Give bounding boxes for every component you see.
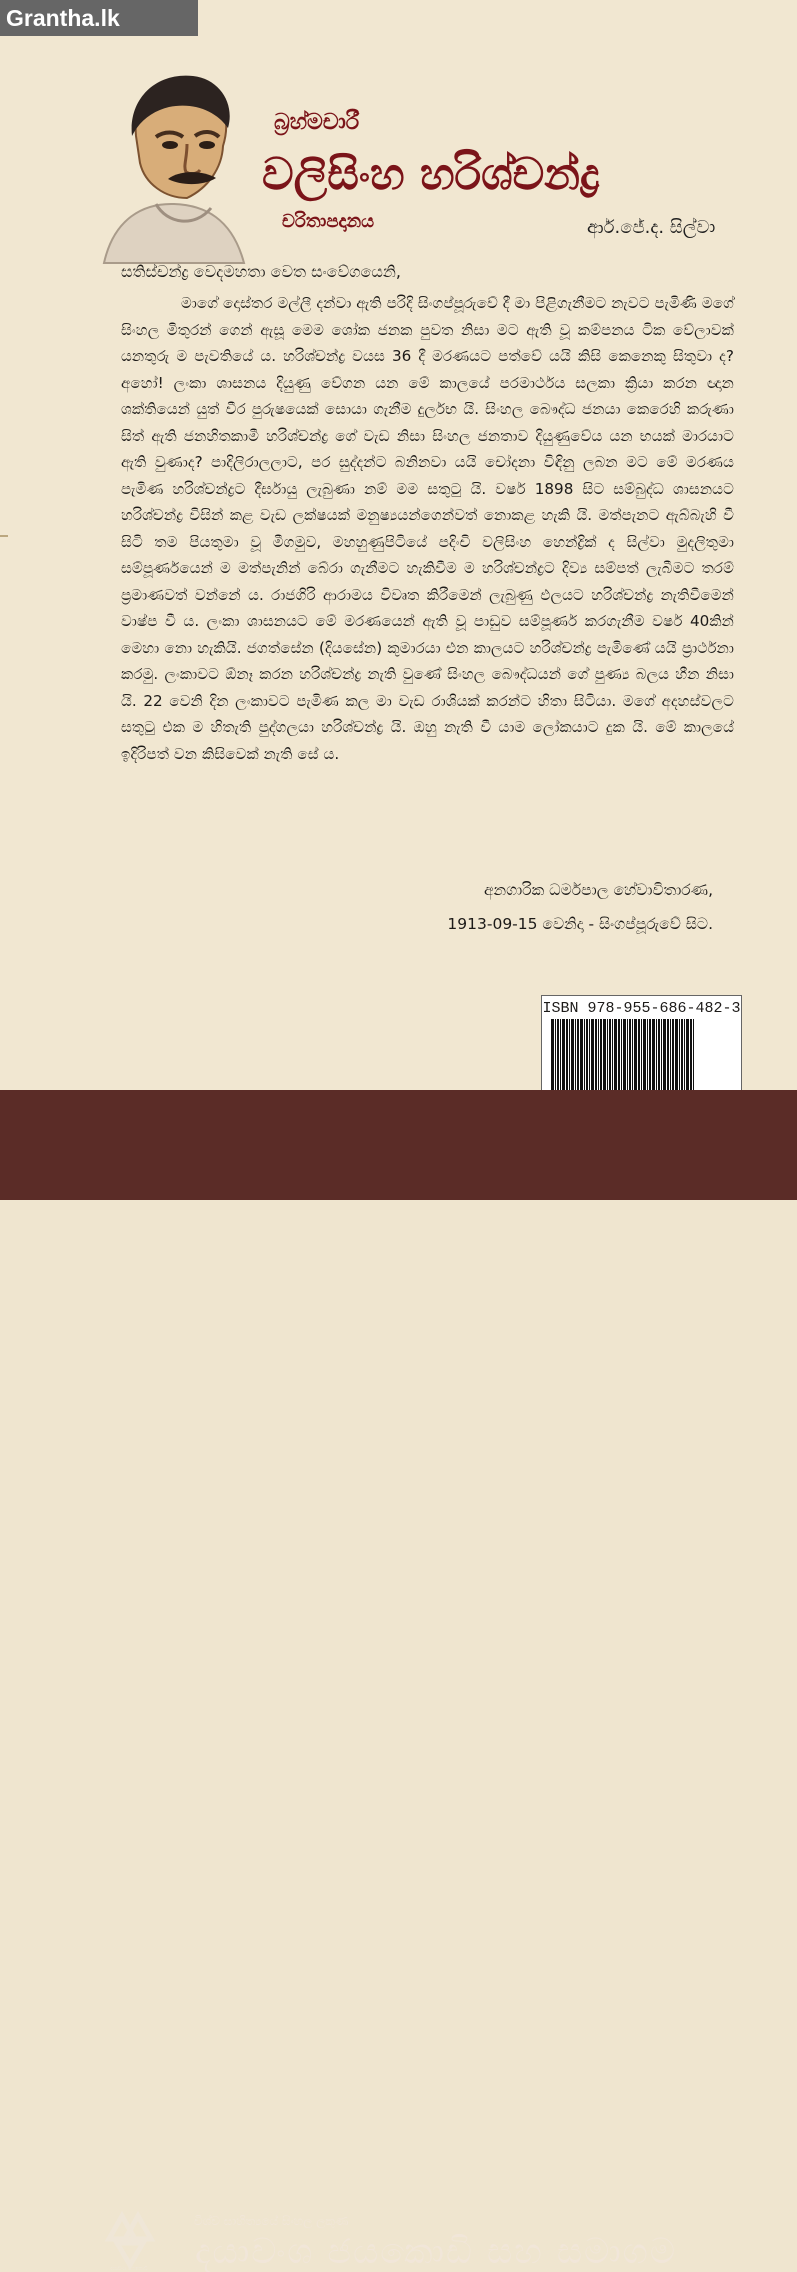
publisher-tagline: විශ්ව සාහිත්‍යයේ සිංහල ලකුණ [194,2214,349,2228]
site-watermark: Grantha.lk [0,0,198,36]
isbn-label: ISBN 978-955-686-482-3 [542,1000,741,1017]
letter-salutation: සතිස්චන්ද්‍ර වෙදමහතා වෙත සංවේගයෙනි, [121,262,401,281]
letter-signature: අනගාරික ධර්මපාල හේවාවිතාරණ, [483,881,713,899]
portrait-illustration [84,58,254,268]
page-edge-mark [0,535,8,537]
barcode-bars [551,1019,732,1091]
letter-signature-block [447,873,713,941]
author-name: ආර්.ජේ.ද. සිල්වා [587,217,716,238]
publisher-name: දයාවංශ ජයකොඩි සහ සමාගම [195,2232,677,2272]
letter-paragraph: මාගේ දොස්තර මල්ලී දන්වා ඇති පරිදි සිංගප්පූරුවේ දී මා පිළිගැනීමට නැවට පැමිණි මගේ සිංහල මිතුරන් ගෙන් ඇසූ මෙම ශෝක ජනක පුවත නිසා මට ඇති වූ කම්පනය ටික වේලාවක් යනතුරු ම පැවතියේ ය. හරිශ්චන්ද්‍ර වයස 36 දී මරණයට පත්වේ යයි කිසි කෙනෙකු සිතුවා ද? අහෝ! ලංකා ශාසනය දියුණු වේගන යන මේ කාලයේ පරමාර්ථය සලකා ක්‍රියා කරන ඥාන ශක්තියෙන් යුත් වීර පුරුෂයෙක් සොයා ගැනීම දුර්ලභ යි. සිංහල බෞද්ධ ජනයා කෙරෙහි කරුණා සිත් ඇති ජනහිතකාමී හරිශ්චන්ද්‍ර ගේ වැඩ නිසා සිංහල ජනතාව දියුණුවේය යන භයක් මාරයාට ඇති වුණාද? පාදිලිරාලලාට, පර සුද්දන්ට බනිනවා යයි චෝදනා විඳිනු ලබන මට මේ මරණය පැමිණ හරිශ්චන්ද්‍රට දීර්ඝායු ලැබුණා නම් මම සතුටු යි. වර්ෂ 1898 සිට සම්බුද්ධ ශාසනයට හරිශ්චන්ද්‍ර විසින් කළ වැඩ ලක්ෂයක් මනුෂ්‍යයන්ගෙන්වත් නොකළ හැකි යි. මත්පැනට ඇබ්බැහි වී සිටි තම පියතුමා වූ මීගමුව, මහහුණුපිටියේ පදිංචි වලිසිංහ හෙන්ද්‍රික් ද සිල්වා මුදලිතුමා සම්පූර්ණයෙන් ම මත්පැනින් බේරා ගැනීමට හැකිවීම ම හරිශ්චන්ද්‍රට දිව්‍ය සම්පත් ලැබීමට තරම් ප්‍රමාණවත් වන්නේ ය. රාජගිරි ආරාමය විවෘත කිරීමෙන් ලැබුණු ඵලයට හරිශ්චන්ද්‍ර නැතිවීමෙන් වාෂ්ප වී ය. ලංකා ශාසනයට මේ මරණයෙන් ඇති වූ පාඩුව සම්පූර්ණ කරගැනීම වර්ෂ 40කින් මෙහා නො හැකියි. ජගත්සේන (දියසේන) කුමාරයා එන කාලයට හරිශ්චන්ද්‍ර පැමිණේ යයි ප්‍රාර්ථනා කරමු. ලංකාවට ඕනෑ කරන හරිශ්චන්ද්‍ර නැති වුණේ සිංහල බෞද්ධයන් ගේ පුණ්‍ය බලය හීන නිසා යි. 22 වෙනි දින ලංකාවට පැමිණ කල මා වැඩ රාශියක් කරන්ට හිතා සිටියා. මගේ අදහස්වලට සතුටු එක ම හිතැති පුද්ගලයා හරිශ්චන්ද්‍ර යි. ඔහු නැති වී යාම ලෝකයාට දුක යි. මේ කාලයේ ඉදිරිපත් වන කිසිවෙක් නැති සේ ය. [121,294,734,763]
book-title: වලිසිංහ හරිශ්චන්ද්‍ර [262,149,600,200]
title-prefix: බ්‍රහ්මචාරී [274,110,360,135]
book-subtitle: චරිතාපදානය [282,211,375,232]
publisher-footer [0,1090,797,2272]
publisher-logo-icon [97,2199,161,2271]
publisher-logo-caption: දයාවංශ ජයකොඩි [110,2266,148,2271]
letter-date-place: 1913-09-15 වෙනිදා - සිංගප්පූරුවේ සිට. [447,915,713,933]
letter-body [121,290,734,767]
